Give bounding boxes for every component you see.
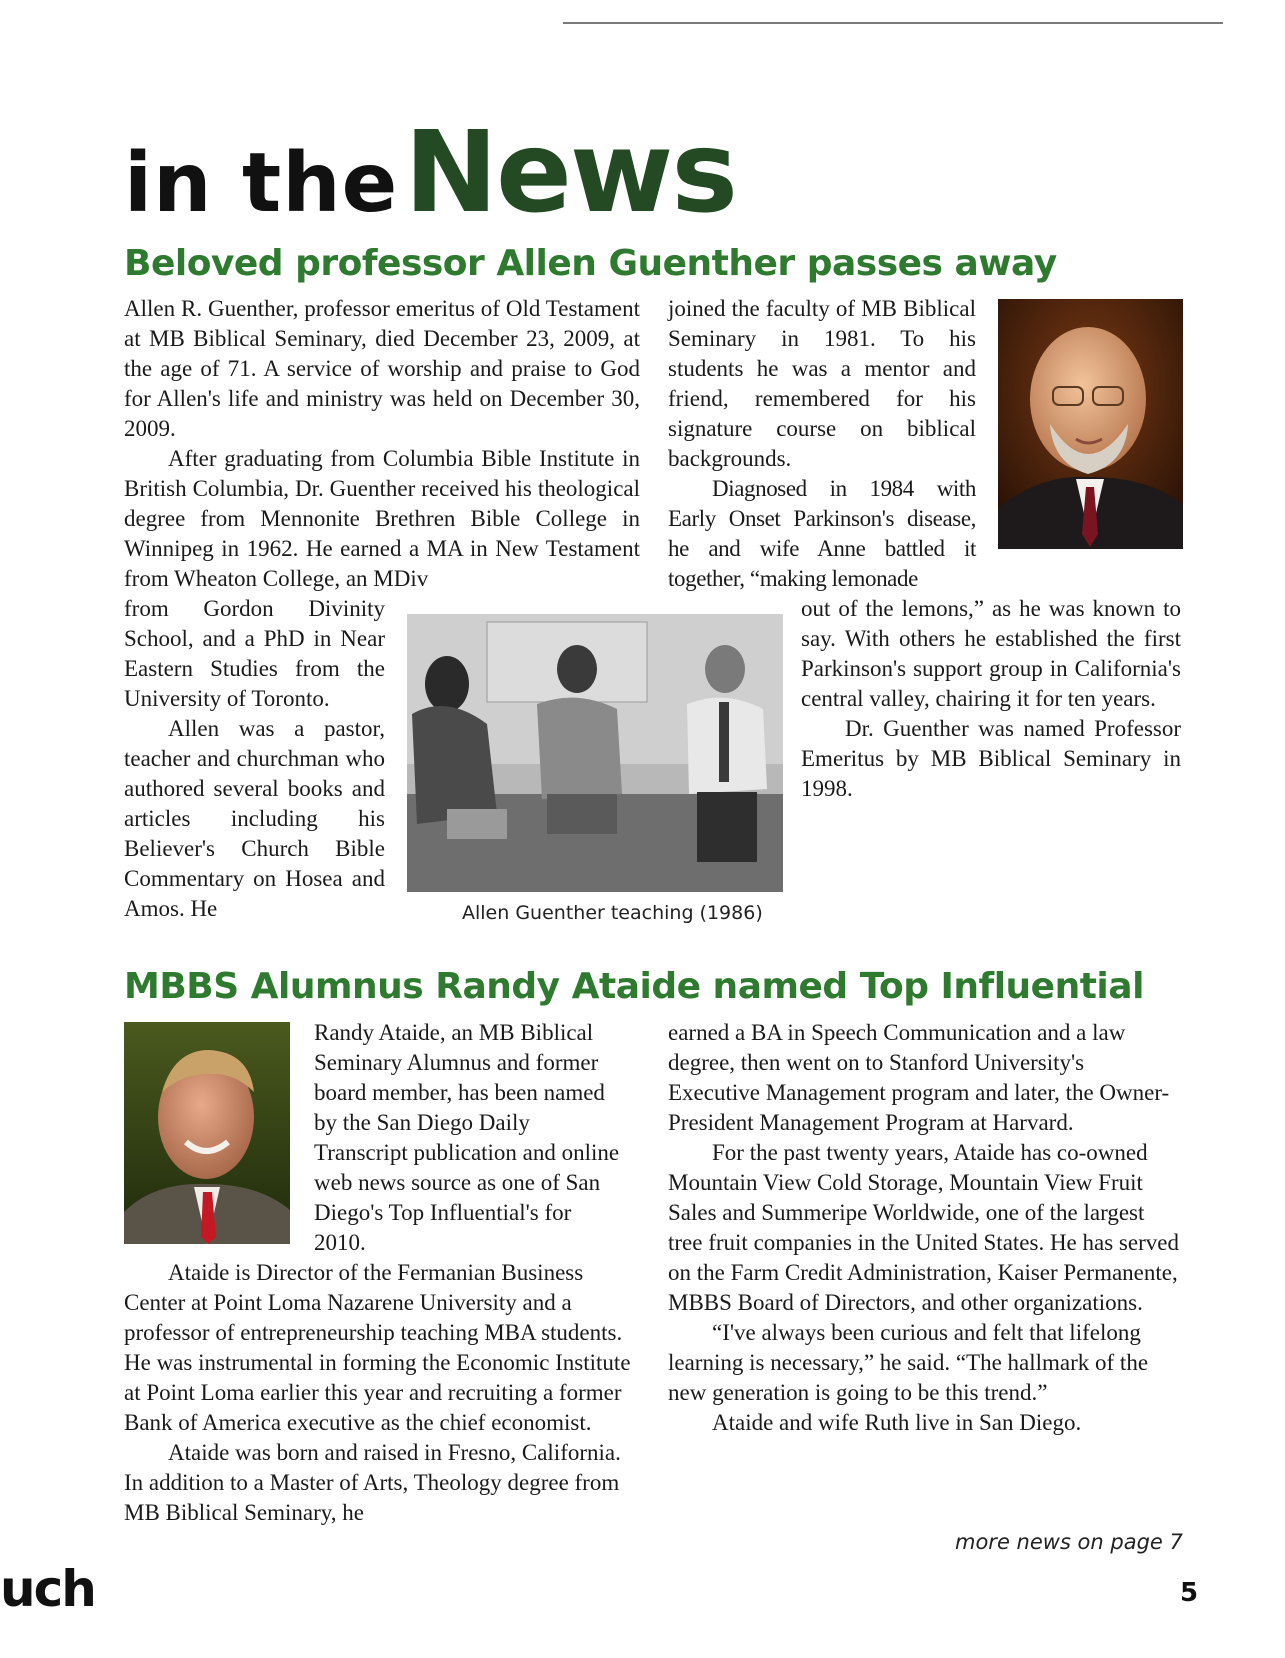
photo-caption: Allen Guenther teaching (1986) (462, 902, 763, 924)
allen-guenther-portrait (998, 299, 1183, 549)
article1-right-column-bottom (801, 594, 1181, 804)
article1-left-column (124, 294, 640, 594)
article1-paragraph: joined the faculty of MB Biblical Seminary in 1981. To his students he was a mentor and friend, remembered for his signature course on biblical backgrounds. (668, 296, 976, 471)
article1-right-column-top (668, 294, 976, 594)
header-prefix: in the (124, 136, 399, 231)
top-rule (563, 22, 1223, 24)
article1-paragraph: After graduating from Columbia Bible Institute in British Columbia, Dr. Guenther received his theological degree from Mennonite Brethren Bible College in Winnipeg in 1962. He earned a MA in New Testament from Wheaton College, an MDiv (124, 446, 640, 591)
article2-headline: MBBS Alumnus Randy Ataide named Top Influential (124, 966, 1144, 1007)
article1-paragraph: Allen was a pastor, teacher and churchman who authored several books and articles including his Believer's Church Bible Commentary on Hosea and Amos. He (124, 716, 385, 921)
article2-paragraph: For the past twenty years, Ataide has co-owned Mountain View Cold Storage, Mountain View Fruit Sales and Summeripe Worldwide, one of the largest tree fruit companies in the United States. He has served on the Farm Credit Administration, Kaiser Permanente, MBBS Board of Directors, and other organizations. (668, 1140, 1179, 1315)
article2-right-column (668, 1018, 1180, 1438)
article2-paragraph: Randy Ataide, an MB Biblical Seminary Alumnus and former board member, has been named by the San Diego Daily Transcript publication and online web news source as one of San Diego's Top Influential's for 2010. (314, 1020, 620, 1255)
article2-intro-column (314, 1018, 628, 1258)
page-number: 5 (1180, 1578, 1199, 1608)
article1-paragraph: out of the lemons,” as he was known to say. With others he established the first Parkinson's support group in California's central valley, chairing it for ten years. (801, 596, 1181, 711)
footer-brand: uch (0, 1560, 95, 1618)
article2-paragraph: earned a BA in Speech Communication and a law degree, then went on to Stanford University's Executive Management program and later, the Owner-President Management Program at Harvard. (668, 1020, 1170, 1135)
article2-paragraph: Ataide is Director of the Fermanian Business Center at Point Loma Nazarene University and a professor of entrepreneurship teaching MBA students. He was instrumental in forming the Economic Institute at Point Loma earlier this year and recruiting a former Bank of America executive as the chief economist. (124, 1260, 631, 1435)
article1-paragraph: Allen R. Guenther, professor emeritus of Old Testament at MB Biblical Seminary, died December 23, 2009, at the age of 71. A service of worship and praise to God for Allen's life and ministry was held on December 30, 2009. (124, 296, 640, 441)
article1-paragraph: Dr. Guenther was named Professor Emeritus by MB Biblical Seminary in 1998. (801, 716, 1181, 801)
article1-narrow-column (124, 594, 385, 924)
more-news-link[interactable]: more news on page 7 (955, 1530, 1183, 1554)
section-header (124, 108, 736, 238)
allen-guenther-teaching-photo (407, 614, 783, 892)
article2-paragraph: “I've always been curious and felt that lifelong learning is necessary,” he said. “The hallmark of the new generation is going to be this trend.” (668, 1320, 1149, 1405)
article2-left-column (124, 1258, 638, 1528)
article1-paragraph: Diagnosed in 1984 with Early Onset Parkinson's disease, he and wife Anne battled it together, “making lemonade (668, 476, 976, 591)
article2-paragraph: Ataide and wife Ruth live in San Diego. (712, 1410, 1082, 1435)
article2-paragraph: Ataide was born and raised in Fresno, California. In addition to a Master of Arts, Theology degree from MB Biblical Seminary, he (124, 1440, 621, 1525)
article1-headline: Beloved professor Allen Guenther passes away (124, 243, 1057, 284)
randy-ataide-portrait (124, 1022, 290, 1244)
article1-paragraph: from Gordon Divinity School, and a PhD in Near Eastern Studies from the University of Toronto. (124, 596, 385, 711)
header-title: News (404, 108, 737, 238)
